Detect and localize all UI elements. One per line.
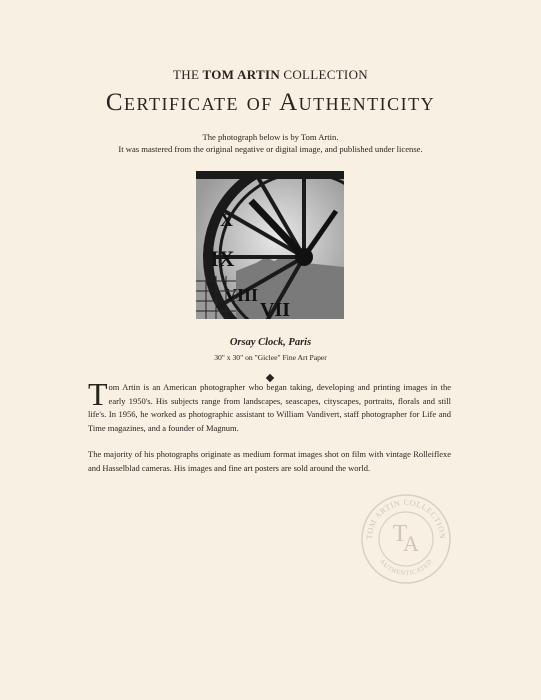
intro-line-2: It was mastered from the original negative or digital image, and published under license. [118,144,423,154]
seal-bottom-text: AUTHENTICATED [378,558,434,578]
collection-heading [0,67,541,83]
seal-top-text: TOM ARTIN COLLECTION [364,497,448,540]
collection-prefix: THE [173,67,200,82]
photo-medium: 30" x 30" on "Giclee" Fine Art Paper [214,353,327,362]
clock-photo-image [196,171,344,319]
svg-text:IX: IX [210,246,235,271]
biography-paragraph-1-text: om Artin is an American photographer who began taking, developing and printing images in the early 1950's. His subjects range from landscapes, seascapes, cityscapes, portraits, florals and still life's. In 1956, he worked as photographic assistant to William Vandivert, staff photographer for Life and Time magazines, and a founder of Magnum. [88,382,451,433]
svg-text:VIII: VIII [224,285,259,305]
clock-photograph [196,171,344,319]
seal-monogram-t: T [392,521,408,547]
intro-text [0,131,541,155]
svg-text:X: X [220,210,233,230]
seal-monogram-a: A [403,531,419,556]
svg-text:VII: VII [260,299,291,319]
photo-caption: Orsay Clock, Paris [229,337,312,348]
biography-paragraph-1 [88,376,451,435]
collection-name: TOM ARTIN [202,67,281,82]
authentication-seal-icon [360,493,452,585]
page-title: Certificate of Authenticity [105,89,436,116]
biography-text [88,376,451,488]
drop-cap: T [88,376,108,412]
intro-line-1: The photograph below is by Tom Artin. [202,132,339,142]
biography-paragraph-2: The majority of his photographs originate as medium format images shot on film with vintage Rolleiflexe and Hasselblad cameras. His images and fine art posters are sold around the world. [88,449,451,473]
collection-suffix: COLLECTION [283,67,368,82]
